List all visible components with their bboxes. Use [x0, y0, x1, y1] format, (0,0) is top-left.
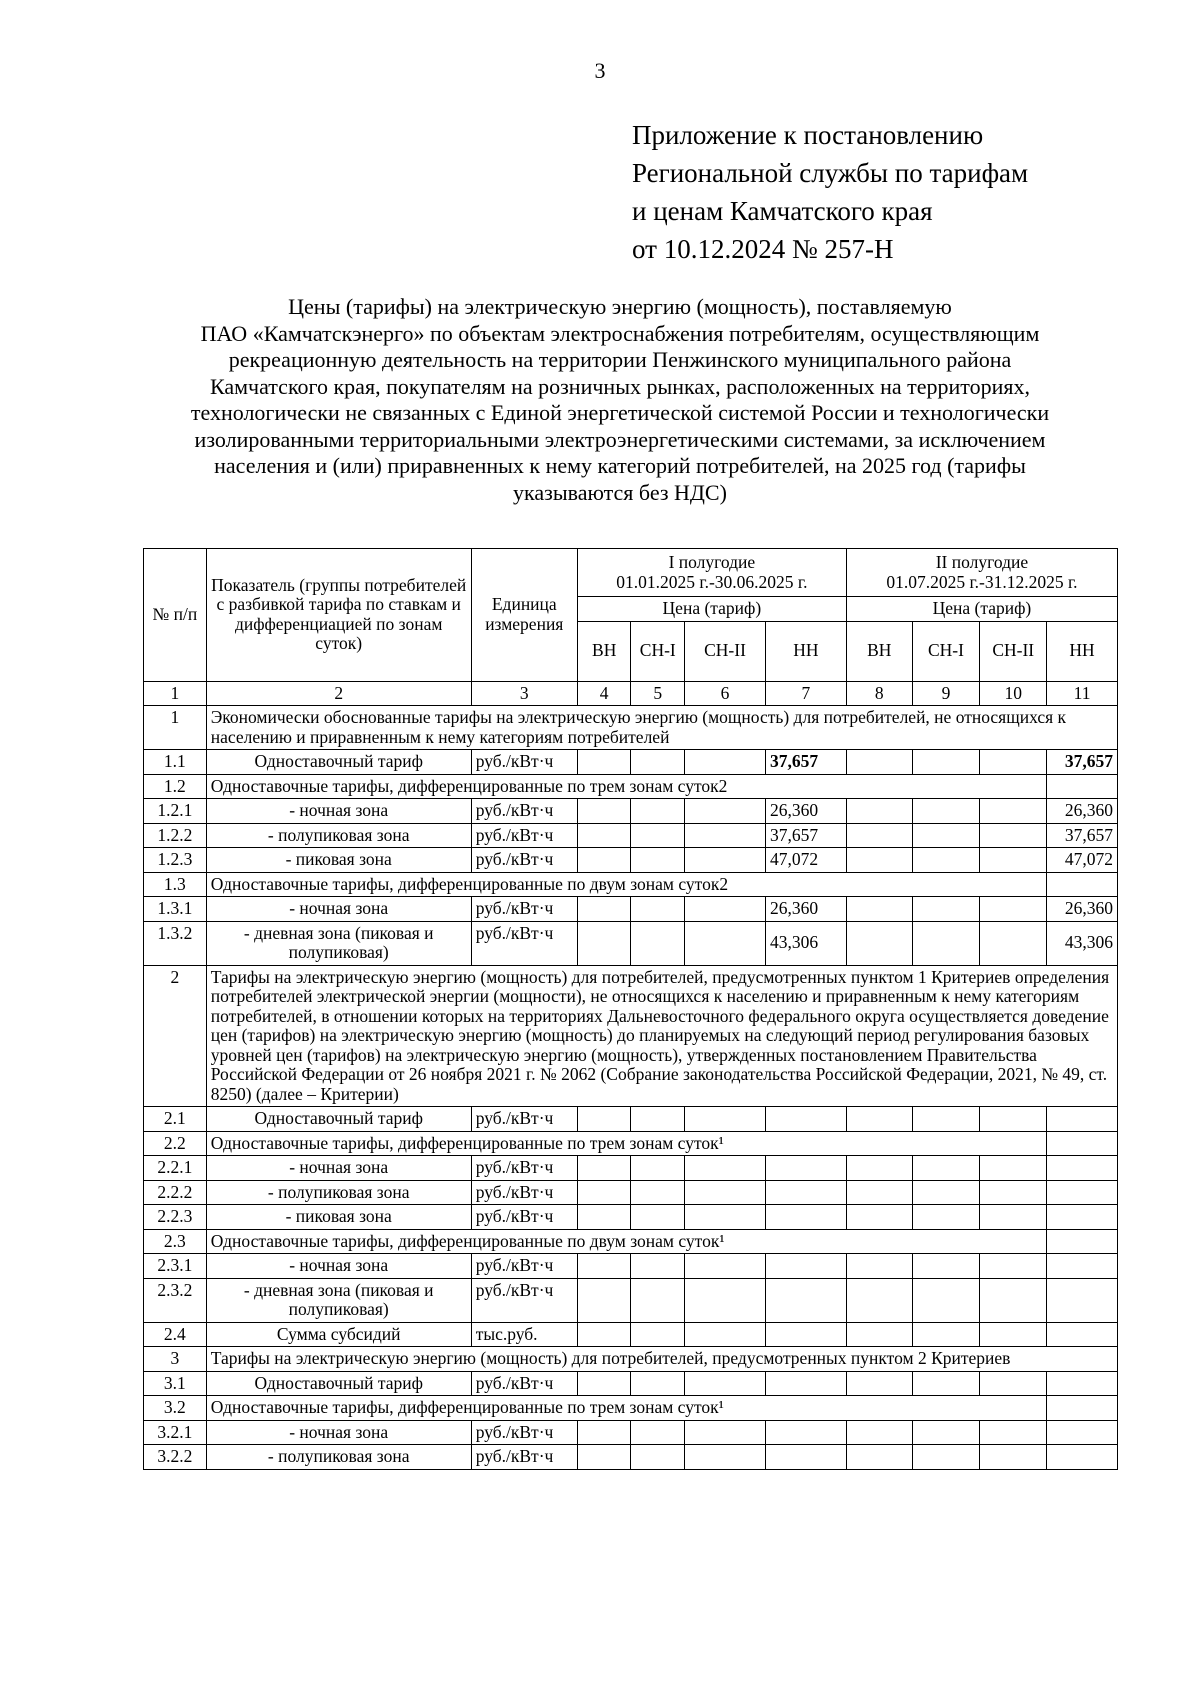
row-unit: руб./кВт·ч	[471, 750, 577, 775]
group-title: Одноставочные тарифы, дифференцированные по трем зонам суток¹	[206, 1396, 1046, 1421]
document-title	[140, 294, 1100, 506]
vn-h2-cell	[846, 1107, 912, 1132]
row-number: 1	[144, 706, 207, 750]
nn-h1-value	[765, 1278, 846, 1322]
vn-h2-cell	[846, 1278, 912, 1322]
row-number: 1.3.1	[144, 897, 207, 922]
row-number: 2.2.1	[144, 1156, 207, 1181]
sn2-h1-cell	[685, 921, 766, 965]
vn-h2-cell	[846, 897, 912, 922]
row-unit: тыс.руб.	[471, 1322, 577, 1347]
sn2-h2-cell	[980, 848, 1047, 873]
vn-h2-cell	[846, 1420, 912, 1445]
nn-h2-value	[1047, 1278, 1118, 1322]
row-label: - ночная зона	[206, 1254, 471, 1279]
sn1-h1-cell	[631, 897, 685, 922]
nn-h1-value	[765, 1156, 846, 1181]
vn-h2-cell	[846, 823, 912, 848]
title-line: рекреационную деятельность на территории Пенжинского муниципального района	[228, 347, 1012, 372]
nn-h2-value: 37,657	[1047, 750, 1118, 775]
row-number: 2	[144, 965, 207, 1107]
title-line: Цены (тарифы) на электрическую энергию (мощность), поставляемую	[288, 294, 952, 319]
row-number: 2.3	[144, 1229, 207, 1254]
nn-h2-value	[1047, 1180, 1118, 1205]
data-row	[144, 823, 1118, 848]
data-row	[144, 921, 1118, 965]
vn-h2-cell	[846, 1322, 912, 1347]
sn2-h1-cell	[685, 1371, 766, 1396]
sn2-h1-cell	[685, 1445, 766, 1470]
row-number: 2.3.2	[144, 1278, 207, 1322]
row-label: - ночная зона	[206, 897, 471, 922]
header-sn2-2: СН-II	[980, 621, 1047, 681]
sn2-h1-cell	[685, 848, 766, 873]
nn-h1-value	[765, 1322, 846, 1347]
sn2-h2-cell	[980, 1205, 1047, 1230]
vn-h1-cell	[577, 799, 631, 824]
vn-h1-cell	[577, 1420, 631, 1445]
data-row	[144, 1107, 1118, 1132]
data-row	[144, 1254, 1118, 1279]
nn-h2-value	[1047, 1254, 1118, 1279]
header-price-1: Цена (тариф)	[577, 597, 846, 622]
row-label: - дневная зона (пиковая и полупиковая)	[206, 921, 471, 965]
sn2-h1-cell	[685, 1180, 766, 1205]
half2-title: II полугодие	[935, 552, 1029, 572]
row-label: Сумма субсидий	[206, 1322, 471, 1347]
sn1-h2-cell	[912, 1371, 980, 1396]
tariff-table	[143, 548, 1118, 1470]
col-number: 10	[980, 681, 1047, 706]
row-unit: руб./кВт·ч	[471, 799, 577, 824]
header-sn1-1: СН-I	[631, 621, 685, 681]
vn-h2-cell	[846, 799, 912, 824]
col-number: 7	[765, 681, 846, 706]
vn-h1-cell	[577, 1156, 631, 1181]
sn2-h1-cell	[685, 1107, 766, 1132]
row-label: - ночная зона	[206, 1420, 471, 1445]
sn2-h1-cell	[685, 823, 766, 848]
title-line: населения и (или) приравненных к нему категорий потребителей, на 2025 год (тарифы	[214, 453, 1026, 478]
row-number: 2.2.3	[144, 1205, 207, 1230]
sn2-h1-cell	[685, 1278, 766, 1322]
sn1-h2-cell	[912, 1445, 980, 1470]
nn-h2-value	[1047, 1420, 1118, 1445]
header-half1	[577, 549, 846, 597]
title-line: технологически не связанных с Единой энергетической системой России и технологически	[190, 400, 1050, 425]
sn2-h2-cell	[980, 1278, 1047, 1322]
sn2-h2-cell	[980, 921, 1047, 965]
empty-cell	[1047, 774, 1118, 799]
group-row	[144, 872, 1118, 897]
row-unit: руб./кВт·ч	[471, 1278, 577, 1322]
row-number: 3.1	[144, 1371, 207, 1396]
row-label: - ночная зона	[206, 1156, 471, 1181]
col-number: 1	[144, 681, 207, 706]
sn2-h1-cell	[685, 1205, 766, 1230]
row-unit: руб./кВт·ч	[471, 1371, 577, 1396]
col-number: 6	[685, 681, 766, 706]
nn-h2-value: 37,657	[1047, 823, 1118, 848]
row-unit: руб./кВт·ч	[471, 1156, 577, 1181]
sn1-h2-cell	[912, 1278, 980, 1322]
row-number: 1.3.2	[144, 921, 207, 965]
section-title: Экономически обоснованные тарифы на электрическую энергию (мощность) для потребителей, не относящихся к населению и приравненным к нему категориям потребителей	[206, 706, 1117, 750]
sn2-h2-cell	[980, 750, 1047, 775]
vn-h1-cell	[577, 848, 631, 873]
col-number: 4	[577, 681, 631, 706]
empty-cell	[1047, 1229, 1118, 1254]
sn2-h1-cell	[685, 1156, 766, 1181]
vn-h2-cell	[846, 1180, 912, 1205]
col-number: 5	[631, 681, 685, 706]
row-number: 3	[144, 1347, 207, 1372]
vn-h2-cell	[846, 750, 912, 775]
group-title: Одноставочные тарифы, дифференцированные по трем зонам суток2	[206, 774, 1046, 799]
nn-h2-value	[1047, 1107, 1118, 1132]
sn1-h2-cell	[912, 1254, 980, 1279]
section-title: Тарифы на электрическую энергию (мощность) для потребителей, предусмотренных пунктом 2 Критериев	[206, 1347, 1117, 1372]
nn-h1-value	[765, 1420, 846, 1445]
sn1-h1-cell	[631, 750, 685, 775]
group-row	[144, 1229, 1118, 1254]
nn-h2-value: 26,360	[1047, 799, 1118, 824]
group-title: Одноставочные тарифы, дифференцированные по двум зонам суток2	[206, 872, 1046, 897]
half1-title: I полугодие	[668, 552, 756, 572]
row-label: - полупиковая зона	[206, 1180, 471, 1205]
sn2-h2-cell	[980, 1420, 1047, 1445]
nn-h2-value	[1047, 1205, 1118, 1230]
section-row	[144, 1347, 1118, 1372]
col-number: 2	[206, 681, 471, 706]
nn-h2-value: 43,306	[1047, 921, 1118, 965]
vn-h1-cell	[577, 1371, 631, 1396]
data-row	[144, 848, 1118, 873]
sn1-h2-cell	[912, 921, 980, 965]
vn-h1-cell	[577, 823, 631, 848]
group-row	[144, 1131, 1118, 1156]
row-number: 1.2.2	[144, 823, 207, 848]
page-number: 3	[594, 58, 606, 83]
data-row	[144, 1205, 1118, 1230]
sn2-h2-cell	[980, 1107, 1047, 1132]
data-row	[144, 1278, 1118, 1322]
section-row	[144, 965, 1118, 1107]
sn1-h2-cell	[912, 750, 980, 775]
half2-period: 01.07.2025 г.-31.12.2025 г.	[886, 571, 1078, 592]
vn-h1-cell	[577, 897, 631, 922]
vn-h1-cell	[577, 921, 631, 965]
row-label: - дневная зона (пиковая и полупиковая)	[206, 1278, 471, 1322]
header-half2	[846, 549, 1117, 597]
sn2-h2-cell	[980, 1371, 1047, 1396]
nn-h1-value: 26,360	[765, 799, 846, 824]
nn-h1-value	[765, 1371, 846, 1396]
header-indicator: Показатель (группы потребителей с разбивкой тарифа по ставкам и дифференциацией по зонам суток)	[206, 549, 471, 682]
nn-h2-value	[1047, 1445, 1118, 1470]
sn2-h1-cell	[685, 750, 766, 775]
nn-h1-value: 43,306	[765, 921, 846, 965]
sn2-h2-cell	[980, 1156, 1047, 1181]
header-price-2: Цена (тариф)	[846, 597, 1117, 622]
sn2-h2-cell	[980, 1445, 1047, 1470]
empty-cell	[1047, 1396, 1118, 1421]
sn1-h2-cell	[912, 848, 980, 873]
sn1-h2-cell	[912, 1180, 980, 1205]
header-unit: Единица измерения	[471, 549, 577, 682]
vn-h2-cell	[846, 1371, 912, 1396]
row-number: 2.3.1	[144, 1254, 207, 1279]
row-unit: руб./кВт·ч	[471, 848, 577, 873]
header-num: № п/п	[144, 549, 207, 682]
title-line: Камчатского края, покупателям на розничных рынках, расположенных на территориях,	[209, 373, 1031, 399]
sn1-h1-cell	[631, 1278, 685, 1322]
vn-h1-cell	[577, 1322, 631, 1347]
row-label: - пиковая зона	[206, 1205, 471, 1230]
vn-h2-cell	[846, 848, 912, 873]
group-row	[144, 774, 1118, 799]
data-row	[144, 1445, 1118, 1470]
nn-h2-value	[1047, 1371, 1118, 1396]
vn-h1-cell	[577, 1254, 631, 1279]
vn-h1-cell	[577, 1445, 631, 1470]
header-vn-2: ВН	[846, 621, 912, 681]
nn-h1-value: 37,657	[765, 823, 846, 848]
data-row	[144, 1156, 1118, 1181]
sn1-h2-cell	[912, 1322, 980, 1347]
sn1-h1-cell	[631, 848, 685, 873]
title-line: изолированными территориальными электроэнергетическими системами, за исключением	[194, 426, 1046, 452]
sn1-h1-cell	[631, 1371, 685, 1396]
vn-h1-cell	[577, 1180, 631, 1205]
row-unit: руб./кВт·ч	[471, 1254, 577, 1279]
nn-h1-value: 26,360	[765, 897, 846, 922]
sn2-h2-cell	[980, 1254, 1047, 1279]
sn2-h1-cell	[685, 1254, 766, 1279]
row-label: Одноставочный тариф	[206, 750, 471, 775]
vn-h2-cell	[846, 1445, 912, 1470]
vn-h2-cell	[846, 1156, 912, 1181]
empty-cell	[1047, 1131, 1118, 1156]
sn1-h2-cell	[912, 1420, 980, 1445]
data-row	[144, 897, 1118, 922]
appendix-line: Региональной службы по тарифам	[632, 158, 1029, 188]
sn1-h1-cell	[631, 1420, 685, 1445]
header-nn-1: НН	[765, 621, 846, 681]
row-number: 3.2.1	[144, 1420, 207, 1445]
appendix-line: Приложение к постановлению	[632, 120, 984, 150]
data-row	[144, 1180, 1118, 1205]
nn-h2-value	[1047, 1322, 1118, 1347]
data-row	[144, 1371, 1118, 1396]
col-number: 3	[471, 681, 577, 706]
sn1-h1-cell	[631, 1205, 685, 1230]
row-label: - полупиковая зона	[206, 823, 471, 848]
vn-h1-cell	[577, 1205, 631, 1230]
sn1-h2-cell	[912, 799, 980, 824]
col-number: 11	[1047, 681, 1118, 706]
row-number: 1.1	[144, 750, 207, 775]
sn2-h2-cell	[980, 823, 1047, 848]
row-unit: руб./кВт·ч	[471, 1180, 577, 1205]
sn2-h2-cell	[980, 897, 1047, 922]
column-number-row	[144, 681, 1118, 706]
row-unit: руб./кВт·ч	[471, 1445, 577, 1470]
vn-h1-cell	[577, 1278, 631, 1322]
sn2-h2-cell	[980, 1322, 1047, 1347]
data-row	[144, 1420, 1118, 1445]
nn-h2-value: 26,360	[1047, 897, 1118, 922]
sn1-h2-cell	[912, 1107, 980, 1132]
sn1-h1-cell	[631, 1254, 685, 1279]
sn1-h2-cell	[912, 897, 980, 922]
sn2-h1-cell	[685, 799, 766, 824]
vn-h2-cell	[846, 921, 912, 965]
vn-h2-cell	[846, 1254, 912, 1279]
row-unit: руб./кВт·ч	[471, 897, 577, 922]
vn-h1-cell	[577, 750, 631, 775]
nn-h1-value	[765, 1445, 846, 1470]
group-title: Одноставочные тарифы, дифференцированные по двум зонам суток¹	[206, 1229, 1046, 1254]
sn1-h1-cell	[631, 1107, 685, 1132]
sn1-h2-cell	[912, 823, 980, 848]
sn1-h2-cell	[912, 1205, 980, 1230]
appendix-line: и ценам Камчатского края	[632, 196, 933, 226]
row-label: Одноставочный тариф	[206, 1371, 471, 1396]
sn1-h1-cell	[631, 1445, 685, 1470]
sn2-h1-cell	[685, 1420, 766, 1445]
row-unit: руб./кВт·ч	[471, 1205, 577, 1230]
nn-h1-value	[765, 1180, 846, 1205]
group-row	[144, 1396, 1118, 1421]
half1-period: 01.01.2025 г.-30.06.2025 г.	[616, 571, 808, 592]
sn1-h1-cell	[631, 1180, 685, 1205]
sn2-h2-cell	[980, 799, 1047, 824]
nn-h1-value: 47,072	[765, 848, 846, 873]
sn2-h2-cell	[980, 1180, 1047, 1205]
col-number: 9	[912, 681, 980, 706]
row-label: - пиковая зона	[206, 848, 471, 873]
title-line: указываются без НДС)	[513, 479, 727, 505]
row-unit: руб./кВт·ч	[471, 823, 577, 848]
empty-cell	[1047, 872, 1118, 897]
row-label: - ночная зона	[206, 799, 471, 824]
header-nn-2: НН	[1047, 621, 1118, 681]
row-number: 1.3	[144, 872, 207, 897]
title-line: ПАО «Камчатскэнерго» по объектам электроснабжения потребителям, осуществляющим	[200, 320, 1040, 346]
row-unit: руб./кВт·ч	[471, 1420, 577, 1445]
sn2-h1-cell	[685, 897, 766, 922]
data-row	[144, 1322, 1118, 1347]
group-title: Одноставочные тарифы, дифференцированные по трем зонам суток¹	[206, 1131, 1046, 1156]
row-number: 2.1	[144, 1107, 207, 1132]
row-number: 1.2	[144, 774, 207, 799]
header-row	[144, 549, 1118, 597]
nn-h1-value	[765, 1205, 846, 1230]
row-number: 2.2.2	[144, 1180, 207, 1205]
vn-h2-cell	[846, 1205, 912, 1230]
sn2-h1-cell	[685, 1322, 766, 1347]
section-row	[144, 706, 1118, 750]
sn1-h1-cell	[631, 823, 685, 848]
sn1-h1-cell	[631, 799, 685, 824]
sn1-h1-cell	[631, 921, 685, 965]
data-row	[144, 799, 1118, 824]
section-title: Тарифы на электрическую энергию (мощность) для потребителей, предусмотренных пунктом 1 Критериев определения потребителей электрической энергии (мощности), не относящихся к населению и приравненным к нему категориям потребителей, в отношении которых на территориях Дальневосточного федерального округа осуществляется доведение цен (тарифов) на электрическую энергию (мощность) до планируемых на следующий период регулирования базовых уровней цен (тарифов) на электрическую энергию (мощность), утвержденных постановлением Правительства Российской Федерации от 26 ноября 2021 г. № 2062 (Собрание законодательства Российской Федерации, 2021, № 49, ст. 8250) (далее – Критерии)	[206, 965, 1117, 1107]
nn-h1-value	[765, 1254, 846, 1279]
header-sn1-2: СН-I	[912, 621, 980, 681]
sn1-h2-cell	[912, 1156, 980, 1181]
row-unit: руб./кВт·ч	[471, 921, 577, 965]
row-unit: руб./кВт·ч	[471, 1107, 577, 1132]
row-number: 2.4	[144, 1322, 207, 1347]
nn-h2-value	[1047, 1156, 1118, 1181]
header-sn2-1: СН-II	[685, 621, 766, 681]
nn-h1-value	[765, 1107, 846, 1132]
nn-h1-value: 37,657	[765, 750, 846, 775]
data-row	[144, 750, 1118, 775]
sn1-h1-cell	[631, 1156, 685, 1181]
sn1-h1-cell	[631, 1322, 685, 1347]
nn-h2-value: 47,072	[1047, 848, 1118, 873]
appendix-line: от 10.12.2024 № 257-Н	[632, 234, 894, 264]
vn-h1-cell	[577, 1107, 631, 1132]
row-number: 2.2	[144, 1131, 207, 1156]
col-number: 8	[846, 681, 912, 706]
header-vn-1: ВН	[577, 621, 631, 681]
row-number: 3.2.2	[144, 1445, 207, 1470]
row-label: - полупиковая зона	[206, 1445, 471, 1470]
row-number: 1.2.3	[144, 848, 207, 873]
appendix-note	[632, 116, 1152, 268]
row-label: Одноставочный тариф	[206, 1107, 471, 1132]
row-number: 1.2.1	[144, 799, 207, 824]
row-number: 3.2	[144, 1396, 207, 1421]
